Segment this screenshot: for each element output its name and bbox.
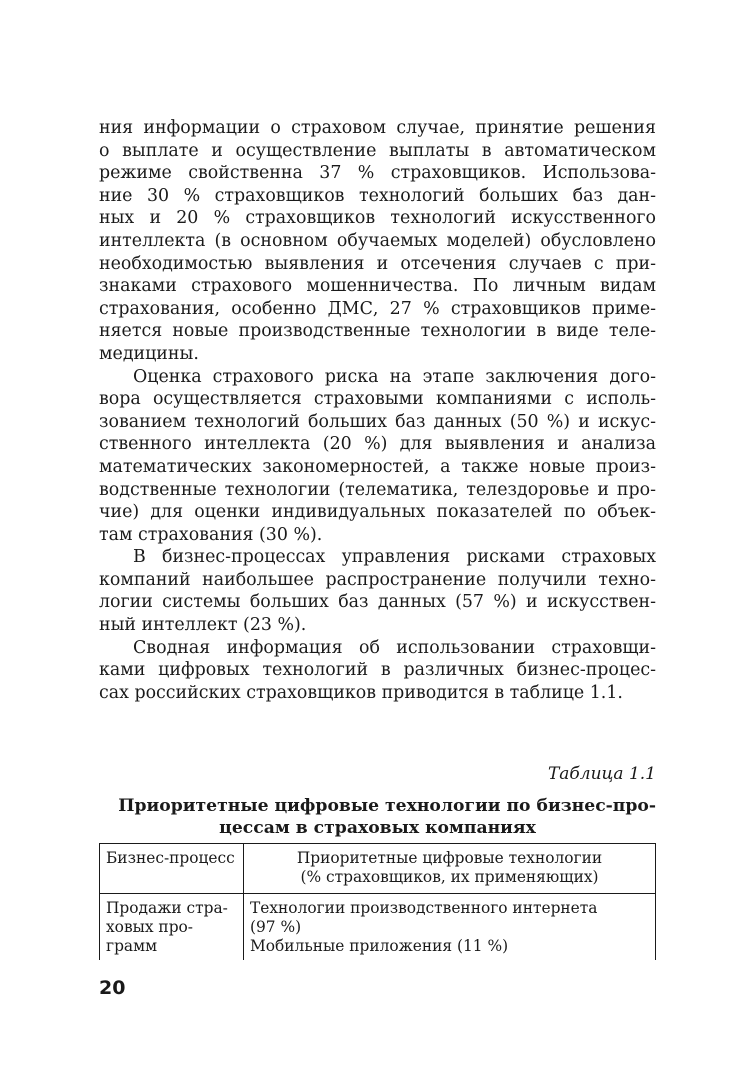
body-line: о выплате и осуществление выплаты в автоматическом (99, 140, 656, 161)
body-line: сах российских страховщиков приводится в таблице 1.1. (99, 682, 623, 703)
table-title (99, 795, 656, 839)
table-header-row (100, 844, 656, 894)
body-line: необходимостью выявления и отсечения случаев с при- (99, 253, 656, 274)
table-row (100, 894, 656, 961)
paragraph-first-line: Оценка страхового риска на этапе заключения дого- (133, 366, 656, 387)
cell-process: Продажи стра- ховых про- грамм (100, 894, 244, 961)
paragraph-first-line: В бизнес-процессах управления рисками страховых (133, 547, 656, 568)
body-line: логии системы больших баз данных (57 %) и искусствен- (99, 592, 656, 613)
body-line: ние 30 % страховщиков технологий больших баз дан- (99, 185, 656, 206)
body-line: ственного интеллекта (20 %) для выявления и анализа (99, 434, 656, 455)
body-line: няется новые производственные технологии в виде теле- (99, 321, 656, 342)
paragraph-first-line: Сводная информация об использовании страховщи- (133, 637, 656, 658)
table-title-line: цессам в страховых компаниях (219, 818, 536, 838)
body-line: ный интеллект (23 %). (99, 615, 307, 636)
body-line: водственные технологии (телематика, телездоровье и про- (99, 479, 656, 500)
body-line: компаний наибольшее распространение получили техно- (99, 569, 656, 590)
body-line: ных и 20 % страховщиков технологий искусственного (99, 208, 656, 229)
body-line: страхования, особенно ДМС, 27 % страховщиков приме- (99, 298, 656, 319)
body-line: ками цифровых технологий в различных бизнес-процес- (99, 660, 656, 681)
cell-technologies: Технологии производственного интернета (97 %) Мобильные приложения (11 %) (244, 894, 656, 961)
body-line: знаками страхового мошенничества. По личным видам (99, 276, 656, 297)
body-line: интеллекта (в основном обучаемых моделей) обусловлено (99, 230, 656, 251)
page-number: 20 (99, 977, 126, 999)
body-line: там страхования (30 %). (99, 524, 323, 545)
table-title-line: Приоритетные цифровые технологии по бизнес-про- (118, 796, 656, 816)
body-line: медицины. (99, 343, 199, 364)
header-technologies: Приоритетные цифровые технологии (% страховщиков, их применяющих) (244, 844, 656, 894)
body-line: вора осуществляется страховыми компаниями с исполь- (99, 389, 656, 410)
body-line: зованием технологий больших баз данных (50 %) и искус- (99, 411, 656, 432)
body-line: режиме свойственна 37 % страховщиков. Использова- (99, 163, 656, 184)
body-line: чие) для оценки индивидуальных показателей по объек- (99, 502, 656, 523)
body-text (99, 117, 656, 704)
body-line: ния информации о страховом случае, принятие решения (99, 118, 656, 138)
table-caption: Таблица 1.1 (547, 764, 656, 784)
technologies-table (99, 843, 656, 960)
header-business-process: Бизнес-процесс (100, 844, 244, 894)
body-line: математических закономерностей, а также новые произ- (99, 456, 656, 477)
